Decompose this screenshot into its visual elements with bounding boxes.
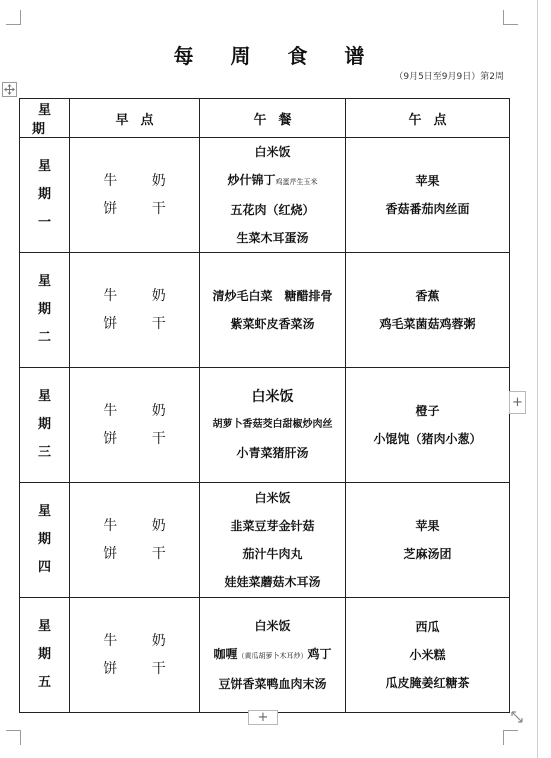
table-row [20, 368, 510, 483]
header-day: 星期 [20, 99, 70, 138]
table-resize-handle[interactable] [509, 709, 525, 725]
snack-cell: 香蕉 鸡毛菜菌菇鸡蓉粥 [346, 253, 510, 368]
page-title: 每 周 食 谱 [173, 44, 380, 68]
table-move-handle[interactable] [2, 82, 17, 97]
table-row [20, 138, 510, 253]
breakfast-cell: 牛 奶 饼 干 [70, 253, 200, 368]
header-lunch: 午餐 [200, 99, 346, 138]
week-subtitle: （9月5日至9月9日）第2周 [394, 72, 504, 82]
snack-cell: 西瓜 小米糕 瓜皮腌姜红糖茶 [346, 598, 510, 713]
resize-diagonal-icon [509, 709, 525, 725]
header-snack: 午点 [346, 99, 510, 138]
table-header-row [20, 99, 510, 138]
day-cell: 星 期 三 [20, 368, 70, 483]
lunch-cell: 白米饭 韭菜豆芽金针菇 茄汁牛肉丸 娃娃菜蘑菇木耳汤 [200, 483, 346, 598]
crop-mark-bottom-right [503, 730, 518, 745]
table-row [20, 253, 510, 368]
add-row-button[interactable] [248, 710, 278, 725]
breakfast-cell: 牛 奶 饼 干 [70, 138, 200, 253]
lunch-cell: 清炒毛白菜 糖醋排骨 紫菜虾皮香菜汤 [200, 253, 346, 368]
day-cell: 星 期 二 [20, 253, 70, 368]
crop-mark-top-right [503, 10, 518, 25]
weekly-menu-table [19, 98, 510, 713]
lunch-cell: 白米饭 炒什锦丁鸡蛋芹生玉米 五花肉（红烧） 生菜木耳蛋汤 [200, 138, 346, 253]
lunch-cell: 白米饭 咖喱（黄瓜胡萝卜木耳炒）鸡丁 豆饼香菜鸭血肉末汤 [200, 598, 346, 713]
move-arrows-icon [4, 84, 15, 95]
day-cell: 星 期 五 [20, 598, 70, 713]
day-cell: 星 期 一 [20, 138, 70, 253]
header-breakfast: 早点 [70, 99, 200, 138]
crop-mark-bottom-left [6, 730, 21, 745]
breakfast-cell: 牛 奶 饼 干 [70, 598, 200, 713]
breakfast-cell: 牛 奶 饼 干 [70, 483, 200, 598]
lunch-cell: 白米饭 胡萝卜香菇茭白甜椒炒肉丝 小青菜猪肝汤 [200, 368, 346, 483]
table-row [20, 598, 510, 713]
plus-icon: + [512, 395, 523, 410]
crop-mark-top-left [6, 10, 21, 25]
snack-cell: 橙子 小馄饨（猪肉小葱） [346, 368, 510, 483]
table-row [20, 483, 510, 598]
day-cell: 星 期 四 [20, 483, 70, 598]
page-edge [537, 0, 538, 758]
snack-cell: 苹果 香菇番茄肉丝面 [346, 138, 510, 253]
breakfast-cell: 牛 奶 饼 干 [70, 368, 200, 483]
add-column-button[interactable] [509, 391, 526, 414]
snack-cell: 苹果 芝麻汤团 [346, 483, 510, 598]
plus-icon: + [257, 710, 269, 725]
